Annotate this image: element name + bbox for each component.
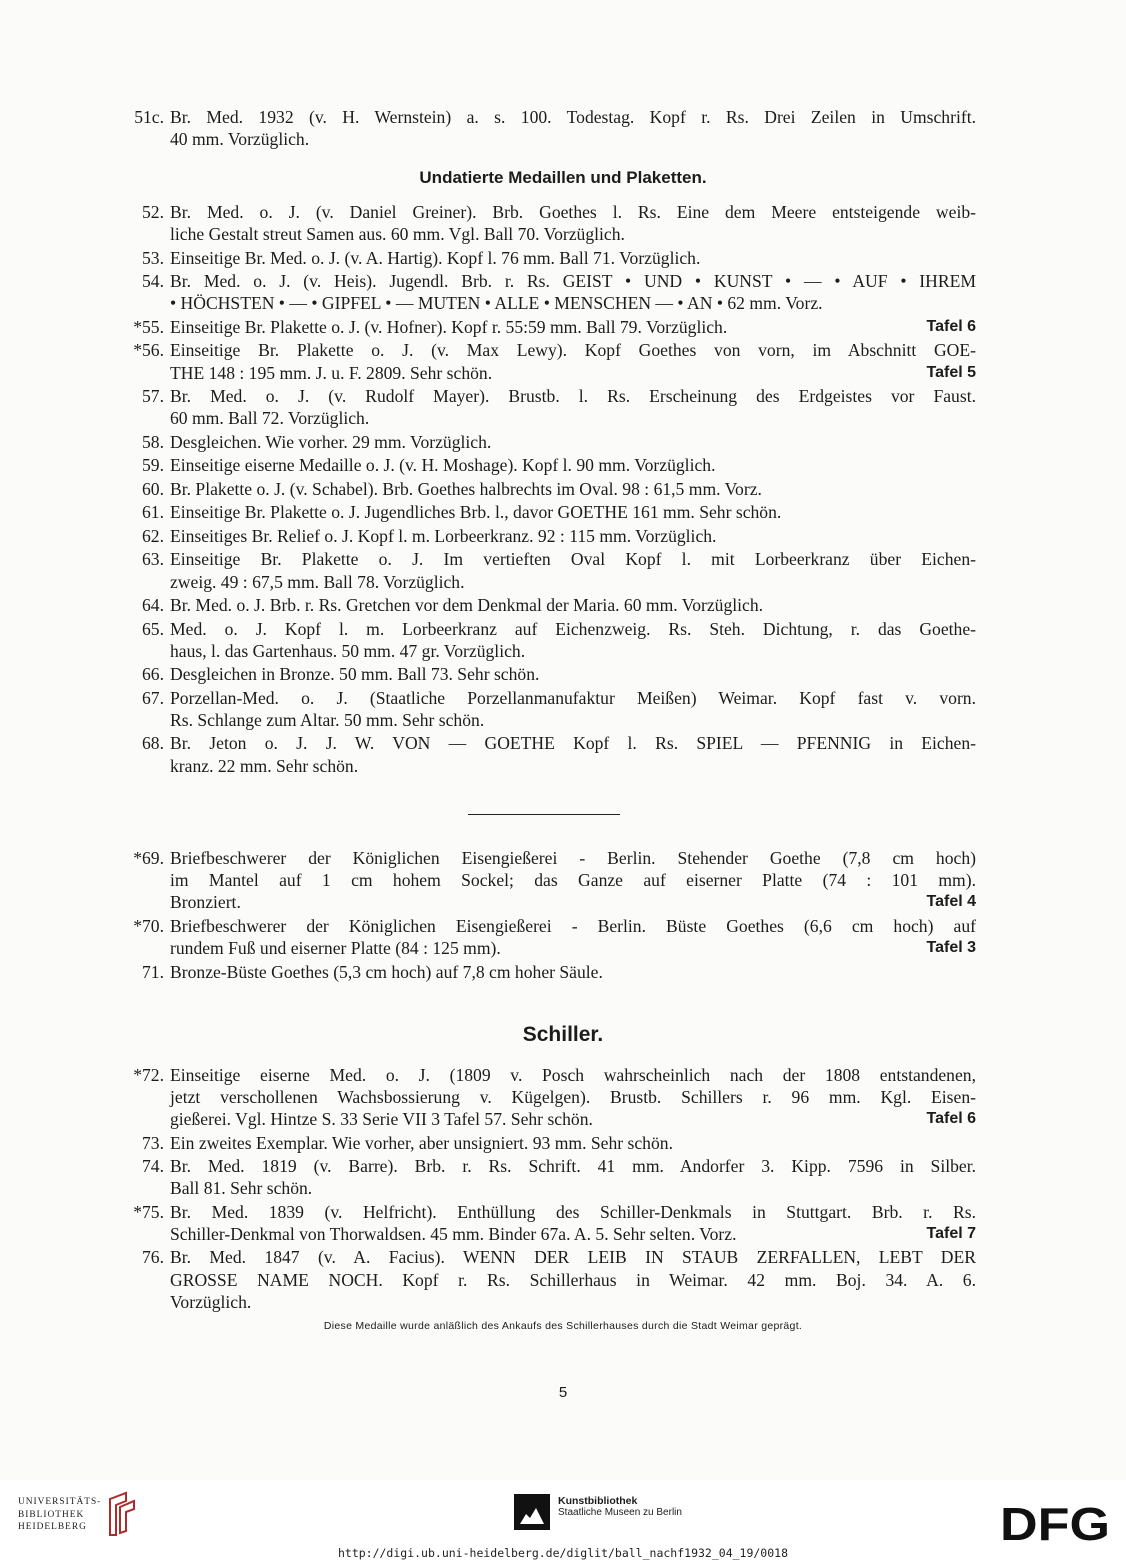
entry-line [170, 525, 976, 547]
entry-number: 68. [142, 733, 164, 754]
entry-line [170, 478, 976, 500]
entry-line [170, 1132, 976, 1154]
entry-text: THE 148 : 195 mm. J. u. F. 2809. Sehr schön. [170, 362, 493, 383]
entry-line [170, 548, 976, 570]
entry-text: Desgleichen. Wie vorher. 29 mm. Vorzüglich. [170, 431, 492, 452]
entry-line [170, 1246, 976, 1268]
entry-text: Desgleichen in Bronze. 50 mm. Ball 73. Sehr schön. [170, 664, 540, 685]
kb-title: Kunstbibliothek [558, 1495, 638, 1507]
entry-text: Bronziert. [170, 892, 241, 913]
entry-line [170, 618, 976, 640]
catalog-entry [133, 1201, 976, 1245]
entry-number: 61. [142, 502, 164, 523]
entry-number: 52. [142, 202, 164, 222]
entry-number: 71. [142, 961, 164, 982]
catalog-entry [142, 663, 976, 685]
entry-text: Einseitige Br. Plakette o. J. (v. Max Lewy). Kopf Goethes von vorn, im Abschnitt GOE- [170, 340, 976, 361]
entry-number: *56. [133, 340, 164, 361]
entry-text: Ein zweites Exemplar. Wie vorher, aber unsigniert. 93 mm. Sehr schön. [170, 1132, 673, 1153]
entry-line [170, 1269, 976, 1291]
dfg-logo[interactable] [1000, 1504, 1110, 1544]
kunstbibliothek-logo-icon[interactable] [514, 1494, 550, 1530]
entry-line [170, 270, 976, 292]
entry-line [170, 362, 976, 384]
entry-text: im Mantel auf 1 cm hohem Sockel; das Ganze auf eiserner Platte (74 : 101 mm). [170, 870, 976, 891]
catalog-entry [133, 847, 976, 914]
entry-text: Einseitige Br. Plakette o. J. Im vertieften Oval Kopf l. mit Lorbeerkranz über Eichen- [170, 549, 976, 570]
entry-text: Einseitige eiserne Med. o. J. (1809 v. Posch wahrscheinlich nach der 1808 entstandenen, [170, 1065, 976, 1085]
entry-text: Ball 81. Sehr schön. [170, 1178, 313, 1199]
uni-line-3: HEIDELBERG [18, 1522, 87, 1532]
entry-line [170, 316, 976, 338]
catalog-entry [142, 454, 976, 476]
entry-text: gießerei. Vgl. Hintze S. 33 Serie VII 3 Tafel 57. Sehr schön. [170, 1109, 593, 1130]
entry-line [170, 594, 976, 616]
entry-line [170, 1108, 976, 1130]
entry-line [170, 915, 976, 937]
tafel-reference: Tafel 5 [926, 363, 976, 381]
dfg-logo-text: DFG [1000, 1504, 1110, 1544]
catalog-entry [142, 548, 976, 592]
uni-line-1: UNIVERSITÄTS- [18, 1497, 102, 1507]
entry-text: Porzellan-Med. o. J. (Staatliche Porzellanmanufaktur Meißen) Weimar. Kopf fast v. vorn. [170, 687, 976, 708]
entry-line [170, 732, 976, 754]
page-number: 5 [558, 1384, 568, 1401]
entry-number: 53. [142, 247, 164, 268]
entry-text: Einseitiges Br. Relief o. J. Kopf l. m. Lorbeerkranz. 92 : 115 mm. Vorzüglich. [170, 525, 717, 546]
tafel-reference: Tafel 6 [926, 317, 976, 335]
entry-text: Einseitige Br. Med. o. J. (v. A. Hartig). Kopf l. 76 mm. Ball 71. Vorzüglich. [170, 247, 701, 268]
entry-line [170, 292, 976, 314]
entry-line [170, 454, 976, 476]
entry-number: *72. [133, 1065, 164, 1085]
catalog-entry [142, 1155, 976, 1199]
entry-line [170, 247, 976, 269]
entry-line [170, 501, 976, 523]
entry-line [170, 1064, 976, 1086]
catalog-entry [133, 1064, 976, 1131]
catalog-entry [142, 501, 976, 523]
entry-line [170, 1291, 976, 1313]
entry-number: 58. [142, 431, 164, 452]
entry-number: 73. [142, 1132, 164, 1153]
entry-text: Br. Med. o. J. (v. Rudolf Mayer). Brustb. l. Rs. Erscheinung des Erdgeistes vor Faust. [170, 386, 976, 407]
catalog-entry [142, 270, 976, 314]
entry-text: haus, l. das Gartenhaus. 50 mm. 47 gr. Vorzüglich. [170, 640, 526, 661]
entry-number: *70. [133, 915, 164, 936]
catalog-entry [134, 106, 976, 150]
university-library-logo-icon[interactable] [104, 1491, 138, 1537]
catalog-entry [142, 247, 976, 269]
entry-number: 63. [142, 549, 164, 570]
entry-text: GROSSE NAME NOCH. Kopf r. Rs. Schillerhaus in Weimar. 42 mm. Boj. 34. A. 6. [170, 1269, 976, 1290]
entry-text: Einseitige eiserne Medaille o. J. (v. H. Moshage). Kopf l. 90 mm. Vorzüglich. [170, 455, 716, 476]
catalog-entry [142, 732, 976, 776]
entry-line [170, 687, 976, 709]
catalog-entry [142, 618, 976, 662]
kunstbibliothek-logo-text[interactable] [558, 1495, 682, 1518]
catalog-entry [142, 594, 976, 616]
tafel-reference: Tafel 4 [926, 893, 976, 911]
entry-text: Br. Med. 1819 (v. Barre). Brb. r. Rs. Schrift. 41 mm. Andorfer 3. Kipp. 7596 in Silber. [170, 1156, 976, 1177]
entry-line [170, 201, 976, 223]
entry-line [170, 961, 976, 983]
catalog-entry [142, 525, 976, 547]
entry-line [170, 106, 976, 128]
entry-text: Vorzüglich. [170, 1291, 252, 1312]
entry-line [170, 407, 976, 429]
entry-line [170, 1201, 976, 1223]
entry-text: 60 mm. Ball 72. Vorzüglich. [170, 408, 370, 429]
tafel-reference: Tafel 3 [926, 939, 976, 957]
entry-text: rundem Fuß und eiserner Platte (84 : 125 mm). [170, 938, 501, 959]
entry-text: liche Gestalt streut Samen aus. 60 mm. Vgl. Ball 70. Vorzüglich. [170, 224, 625, 245]
catalog-entry [142, 201, 976, 245]
entry-number: *75. [133, 1201, 164, 1222]
entry-number: 67. [142, 687, 164, 708]
entry-number: 65. [142, 618, 164, 639]
entry-line [170, 755, 976, 777]
entry-text: Br. Med. 1932 (v. H. Wernstein) a. s. 100. Todestag. Kopf r. Rs. Drei Zeilen in Umschrift. [170, 107, 976, 127]
entry-number: 76. [142, 1247, 164, 1268]
entry-text: Bronze-Büste Goethes (5,3 cm hoch) auf 7,8 cm hoher Säule. [170, 961, 603, 982]
entry-number: 64. [142, 595, 164, 615]
entry-text: Einseitige Br. Plakette o. J. Jugendliches Brb. l., davor GOETHE 161 mm. Sehr schön. [170, 502, 782, 523]
entry-text: 40 mm. Vorzüglich. [170, 129, 310, 150]
tafel-reference: Tafel 6 [926, 1110, 976, 1128]
entry-number: 51c. [134, 107, 164, 127]
entry-text: Schiller-Denkmal von Thorwaldsen. 45 mm. Binder 67a. A. 5. Sehr selten. Vorz. [170, 1224, 737, 1244]
catalog-entry [142, 431, 976, 453]
heading-schiller: Schiller. [522, 1023, 604, 1046]
catalog-entry [133, 915, 976, 959]
entry-text: Med. o. J. Kopf l. m. Lorbeerkranz auf Eichenzweig. Rs. Steh. Dichtung, r. das Goethe- [170, 618, 976, 639]
entry-line [170, 1155, 976, 1177]
entry-line [170, 663, 976, 685]
catalog-entry [142, 1246, 976, 1313]
entry-line [170, 709, 976, 731]
entry-text: jetzt verschollenen Wachsbossierung v. Kügelgen). Brustb. Schillers r. 96 mm. Kgl. Eisen- [170, 1087, 976, 1108]
entry-line [170, 869, 976, 891]
entry-text: • HÖCHSTEN • — • GIPFEL • — MUTEN • ALLE • MENSCHEN — • AN • 62 mm. Vorz. [170, 293, 823, 314]
entry-line [170, 128, 976, 150]
university-library-logo-text[interactable] [18, 1496, 108, 1534]
entry-line [170, 1223, 976, 1245]
entry-line [170, 1177, 976, 1199]
catalog-entry [142, 961, 976, 983]
entry-text: Br. Plakette o. J. (v. Schabel). Brb. Goethes halbrechts im Oval. 98 : 61,5 mm. Vorz. [170, 478, 762, 499]
entry-number: *55. [133, 316, 164, 337]
entry-line [170, 847, 976, 869]
entry-line [170, 223, 976, 245]
entry-line [170, 1086, 976, 1108]
entry-number: 66. [142, 664, 164, 685]
catalog-entry [142, 385, 976, 429]
entry-text: Einseitige Br. Plakette o. J. (v. Hofner). Kopf r. 55:59 mm. Ball 79. Vorzüglich. [170, 316, 728, 337]
entry-text: Briefbeschwerer der Königlichen Eisengießerei - Berlin. Stehender Goethe (7,8 cm hoch) [170, 848, 976, 868]
entry-text: kranz. 22 mm. Sehr schön. [170, 755, 359, 776]
footnote: Diese Medaille wurde anläßlich des Ankaufs des Schillerhauses durch die Stadt Weimar geprägt. [323, 1320, 803, 1332]
entry-line [170, 571, 976, 593]
entry-text: Br. Med. o. J. Brb. r. Rs. Gretchen vor dem Denkmal der Maria. 60 mm. Vorzüglich. [170, 595, 764, 615]
entry-text: Br. Jeton o. J. J. W. VON — GOETHE Kopf l. Rs. SPIEL — PFENNIG in Eichen- [170, 733, 976, 754]
section-divider [468, 814, 620, 815]
entry-line [170, 431, 976, 453]
entry-number: 74. [142, 1156, 164, 1177]
catalog-entry [142, 478, 976, 500]
entry-number: 60. [142, 478, 164, 499]
entry-text: Br. Med. 1847 (v. A. Facius). WENN DER LEIB IN STAUB ZERFALLEN, LEBT DER [170, 1247, 976, 1268]
heading-undatierte: Undatierte Medaillen und Plaketten. [419, 168, 707, 187]
entry-line [170, 640, 976, 662]
entry-text: Briefbeschwerer der Königlichen Eisengießerei - Berlin. Büste Goethes (6,6 cm hoch) auf [170, 915, 976, 936]
page-url[interactable]: http://digi.ub.uni-heidelberg.de/diglit/ball_nachf1932_04_19/0018 [337, 1546, 789, 1560]
entry-number: 62. [142, 525, 164, 546]
entry-number: *69. [133, 848, 164, 868]
entry-number: 54. [142, 271, 164, 292]
entry-line [170, 385, 976, 407]
kb-subtitle: Staatliche Museen zu Berlin [558, 1507, 682, 1518]
entry-text: Br. Med. o. J. (v. Heis). Jugendl. Brb. r. Rs. GEIST • UND • KUNST • — • AUF • IHREM [170, 271, 976, 292]
entry-line [170, 339, 976, 361]
entry-number: 59. [142, 455, 164, 476]
entry-text: zweig. 49 : 67,5 mm. Ball 78. Vorzüglich. [170, 571, 465, 592]
entry-line [170, 937, 976, 959]
catalog-entry [133, 339, 976, 383]
entry-number: 57. [142, 386, 164, 407]
entry-text: Rs. Schlange zum Altar. 50 mm. Sehr schön. [170, 709, 485, 730]
entry-text: Br. Med. o. J. (v. Daniel Greiner). Brb. Goethes l. Rs. Eine dem Meere entsteigende weib- [170, 202, 976, 222]
entry-line [170, 891, 976, 913]
tafel-reference: Tafel 7 [926, 1225, 976, 1242]
catalog-entry [142, 687, 976, 731]
catalog-entry [133, 316, 976, 338]
entry-text: Br. Med. 1839 (v. Helfricht). Enthüllung des Schiller-Denkmals in Stuttgart. Brb. r. Rs. [170, 1201, 976, 1222]
uni-line-2: BIBLIOTHEK [18, 1509, 85, 1520]
catalog-entry [142, 1132, 976, 1154]
